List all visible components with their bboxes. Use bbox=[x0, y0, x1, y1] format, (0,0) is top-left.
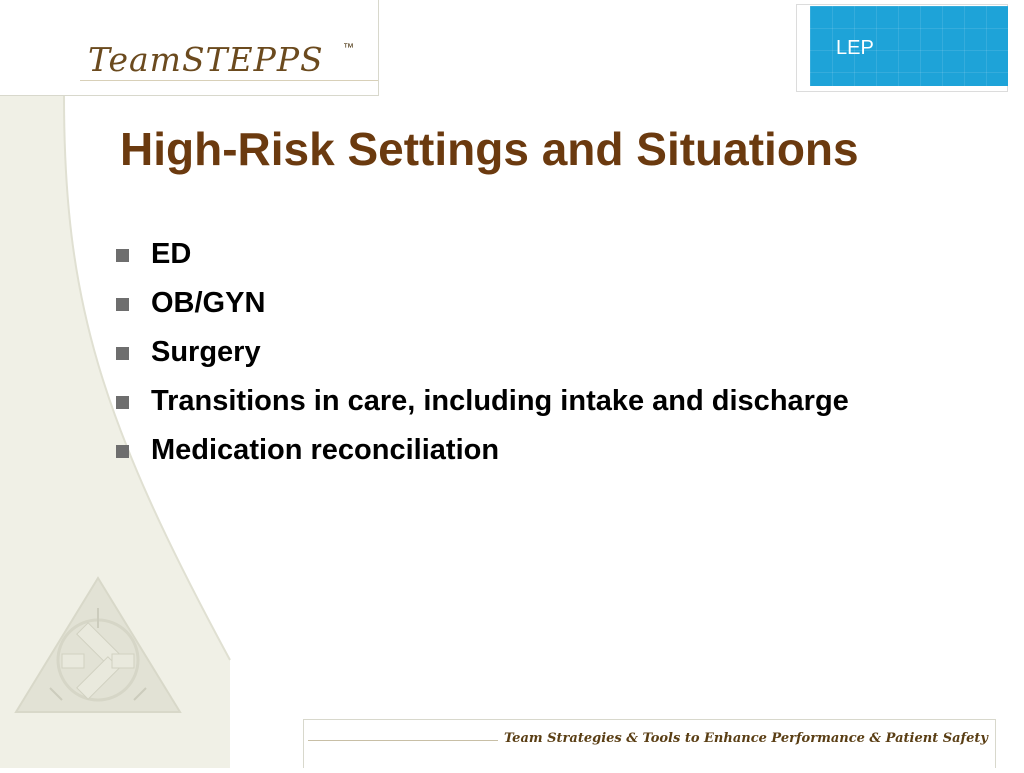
bullet-item bbox=[114, 230, 849, 279]
footer-divider bbox=[308, 740, 498, 741]
trademark-symbol: ™ bbox=[343, 42, 354, 54]
square-bullet-icon bbox=[116, 249, 129, 262]
teamstepps-logo: TeamSTEPPS bbox=[88, 40, 324, 79]
bullet-text: ED bbox=[151, 238, 192, 270]
bullet-text: Medication reconciliation bbox=[151, 434, 500, 466]
logo-underline bbox=[80, 80, 378, 81]
bullet-text: Transitions in care, including intake and discharge bbox=[151, 385, 849, 417]
square-bullet-icon bbox=[116, 396, 129, 409]
bullet-item bbox=[114, 426, 849, 475]
square-bullet-icon bbox=[116, 347, 129, 360]
square-bullet-icon bbox=[116, 445, 129, 458]
square-bullet-icon bbox=[116, 298, 129, 311]
bullet-item bbox=[114, 377, 849, 426]
footer-tagline: Team Strategies & Tools to Enhance Performance & Patient Safety bbox=[504, 731, 988, 746]
bullet-text: OB/GYN bbox=[151, 287, 266, 319]
bullet-text: Surgery bbox=[151, 336, 261, 368]
lep-badge-label: LEP bbox=[836, 37, 874, 59]
slide-title: High-Risk Settings and Situations bbox=[120, 123, 859, 175]
bullet-item bbox=[114, 328, 849, 377]
bullet-list bbox=[114, 230, 849, 475]
bullet-item bbox=[114, 279, 849, 328]
